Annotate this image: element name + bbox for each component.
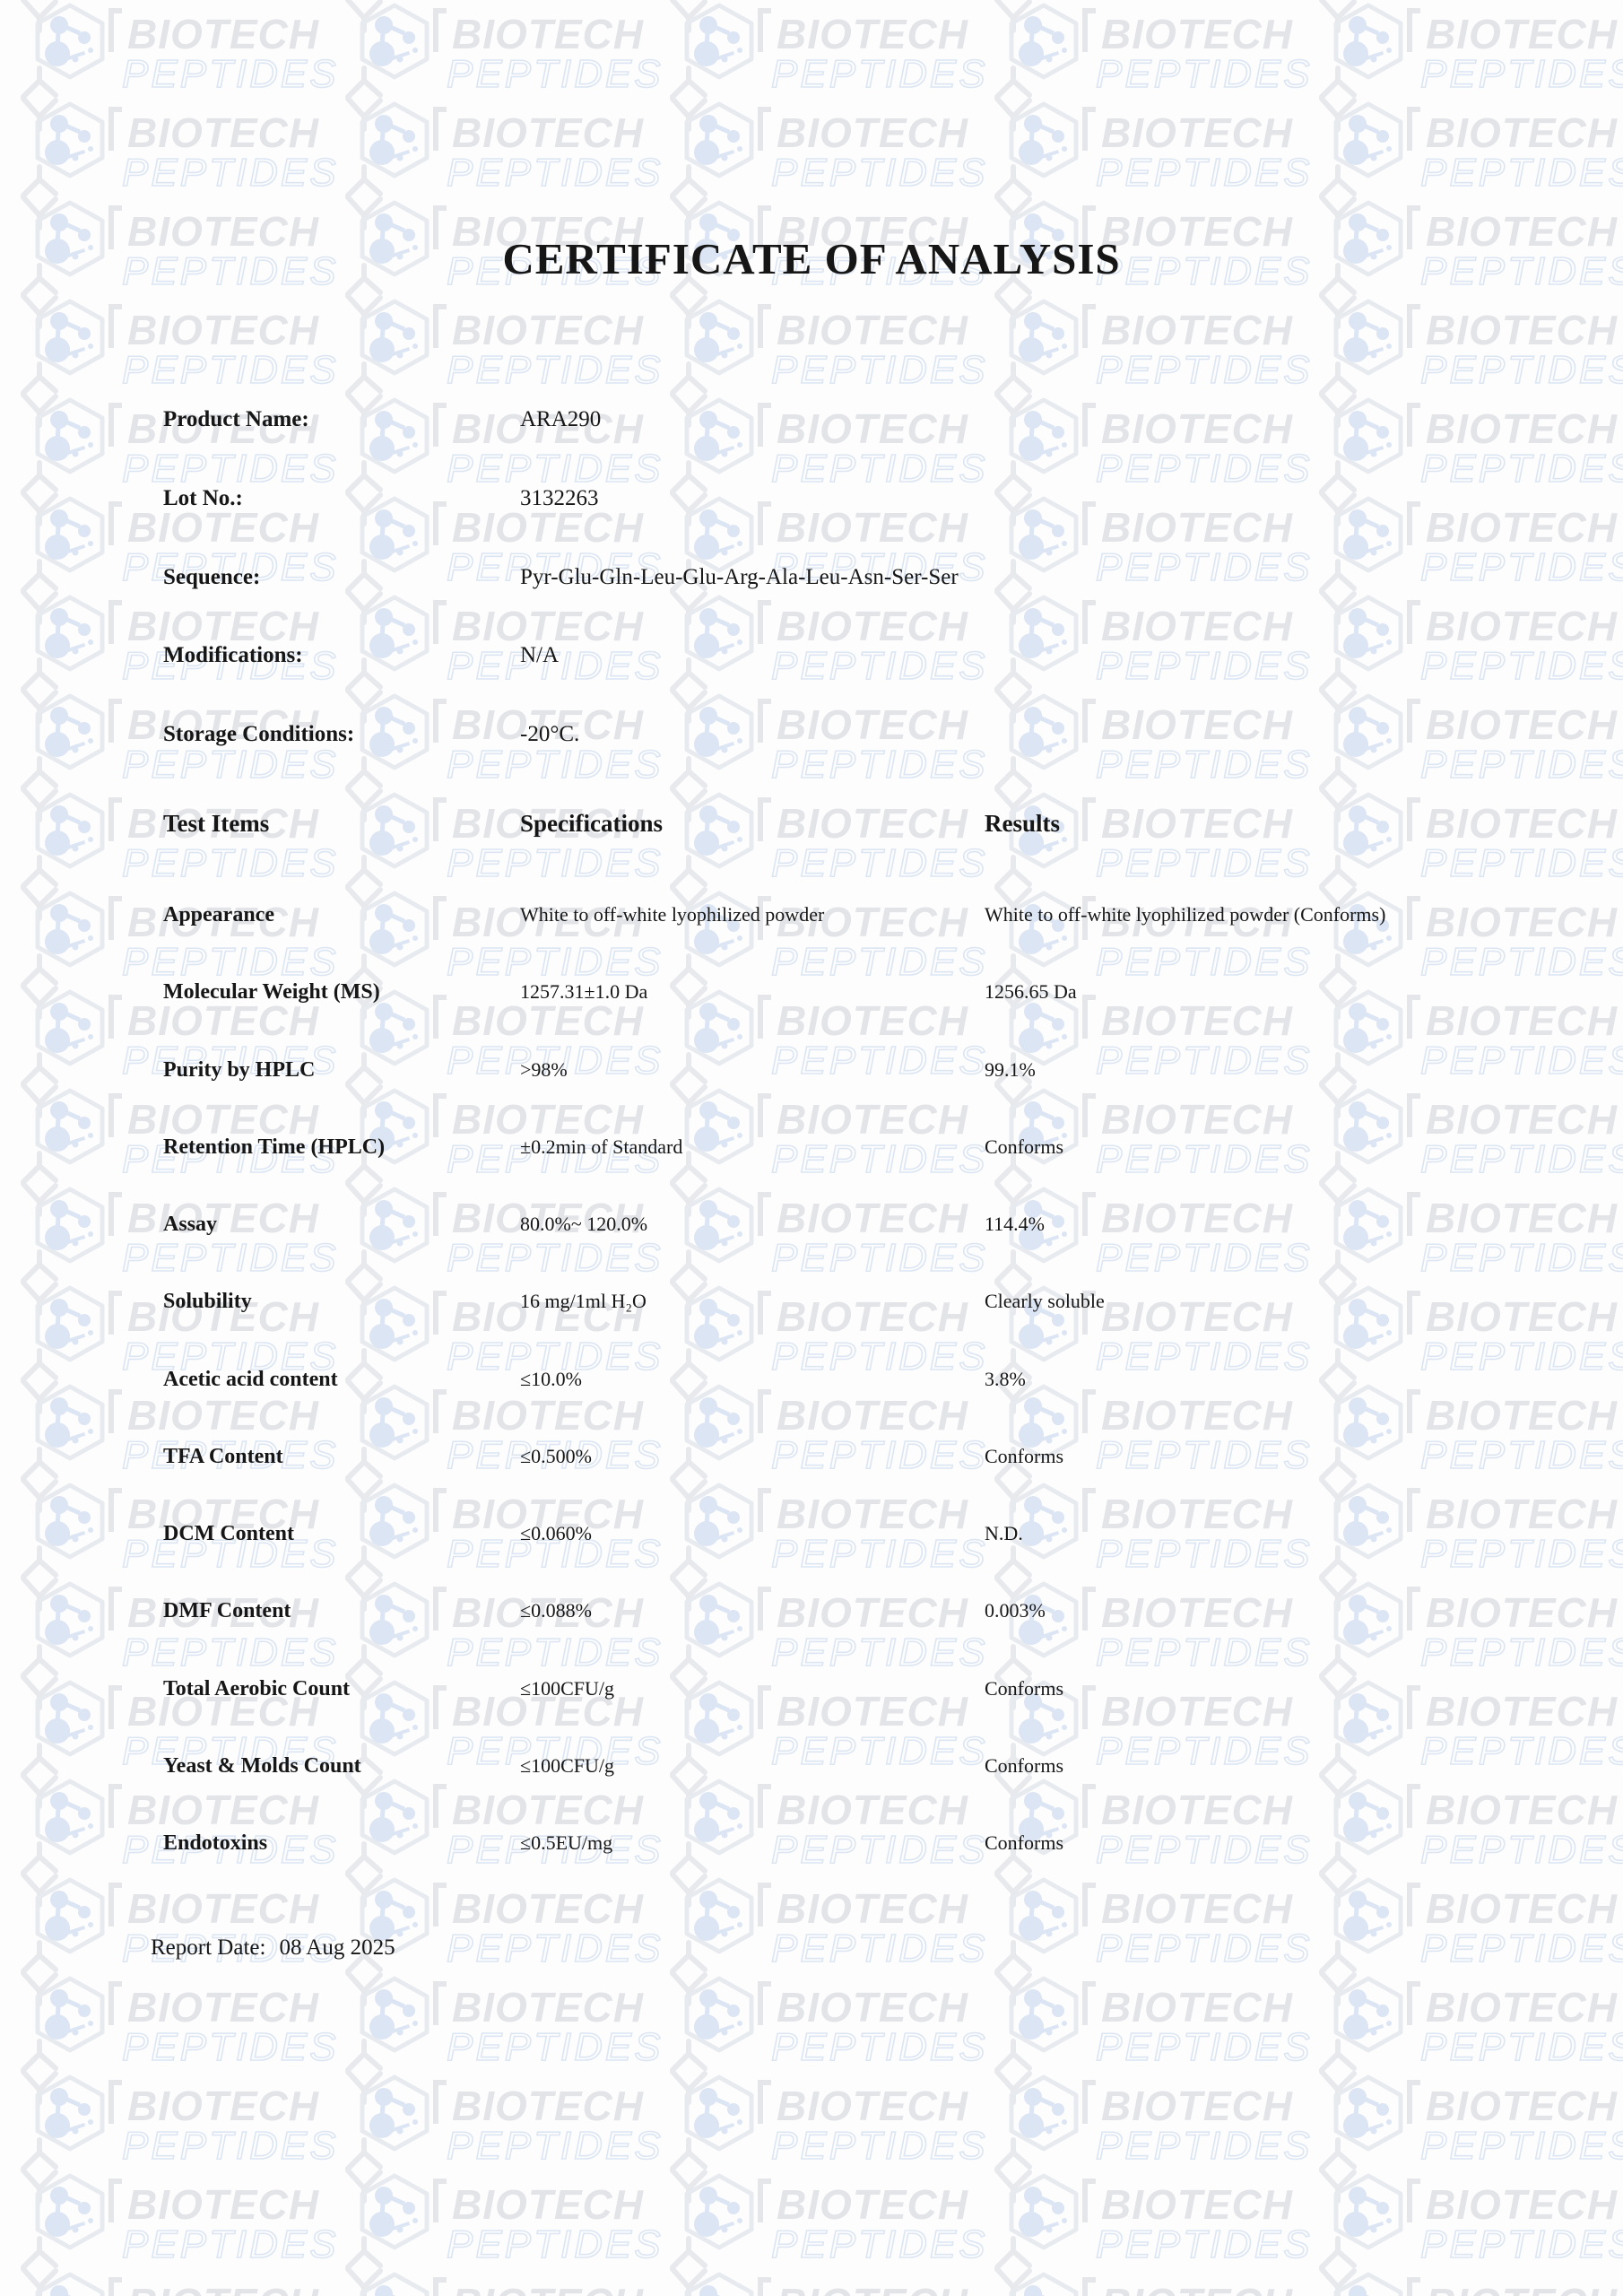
test-item-cell: Solubility <box>163 1290 252 1314</box>
info-label: Sequence: <box>163 564 261 589</box>
specification-cell: ≤100CFU/g <box>520 1676 614 1700</box>
table-row <box>0 1831 1623 1857</box>
report-date-value: 08 Aug 2025 <box>279 1935 395 1960</box>
specification-cell: ≤0.5EU/mg <box>520 1831 613 1854</box>
test-item-cell: Acetic acid content <box>163 1367 338 1391</box>
report-date-label: Report Date: <box>151 1935 266 1960</box>
specification-cell: ≤10.0% <box>520 1367 582 1390</box>
info-row <box>0 565 1623 592</box>
table-row <box>0 1754 1623 1779</box>
specification-cell: ≤0.500% <box>520 1444 592 1467</box>
test-item-cell: Retention Time (HPLC) <box>163 1135 386 1159</box>
table-row <box>0 1677 1623 1702</box>
info-label: Product Name: <box>163 407 309 431</box>
result-cell: Conforms <box>985 1831 1063 1854</box>
info-value: N/A <box>520 643 560 668</box>
info-value: 3132263 <box>520 485 599 510</box>
column-header-results: Results <box>985 810 1061 837</box>
result-cell: White to off-white lyophilized powder (Conforms) <box>985 903 1386 926</box>
test-item-cell: DMF Content <box>163 1599 291 1623</box>
result-cell: 0.003% <box>985 1599 1046 1622</box>
specification-cell: >98% <box>520 1057 568 1081</box>
document-title: CERTIFICATE OF ANALYSIS <box>502 234 1121 283</box>
table-row <box>0 1213 1623 1238</box>
column-header-specifications: Specifications <box>520 810 663 837</box>
info-row <box>0 643 1623 670</box>
test-item-cell: Appearance <box>163 903 274 926</box>
specification-cell: White to off-white lyophilized powder <box>520 903 825 926</box>
info-row <box>0 486 1623 513</box>
info-row <box>0 722 1623 749</box>
specification-cell: ±0.2min of Standard <box>520 1135 683 1158</box>
result-cell: Conforms <box>985 1444 1063 1467</box>
table-row <box>0 1058 1623 1083</box>
test-item-cell: Total Aerobic Count <box>163 1676 351 1700</box>
info-label: Storage Conditions: <box>163 722 355 746</box>
result-cell: Clearly soluble <box>985 1290 1105 1313</box>
test-item-cell: Molecular Weight (MS) <box>163 980 380 1004</box>
table-row <box>0 1522 1623 1547</box>
report-date <box>151 1935 395 1961</box>
info-value: -20°C. <box>520 722 580 746</box>
result-cell: 114.4% <box>985 1213 1046 1235</box>
result-cell: Conforms <box>985 1753 1063 1777</box>
specification-cell: ≤0.060% <box>520 1522 592 1544</box>
test-item-cell: Purity by HPLC <box>163 1057 316 1082</box>
table-row <box>0 1135 1623 1161</box>
table-row <box>0 903 1623 928</box>
result-cell: 3.8% <box>985 1367 1026 1390</box>
result-cell: Conforms <box>985 1135 1063 1158</box>
test-item-cell: Yeast & Molds Count <box>163 1753 361 1778</box>
column-header-test-items: Test Items <box>163 810 270 837</box>
info-value: Pyr-Glu-Gln-Leu-Glu-Arg-Ala-Leu-Asn-Ser-Ser <box>520 564 959 589</box>
specification-cell: 1257.31±1.0 Da <box>520 980 648 1004</box>
info-label: Lot No.: <box>163 485 243 510</box>
info-row <box>0 407 1623 434</box>
info-label: Modifications: <box>163 643 303 668</box>
table-row <box>0 1445 1623 1470</box>
info-value: ARA290 <box>520 407 602 431</box>
test-item-cell: DCM Content <box>163 1522 294 1545</box>
table-row <box>0 1290 1623 1315</box>
test-item-cell: TFA Content <box>163 1444 283 1468</box>
result-cell: Conforms <box>985 1676 1063 1700</box>
specification-cell: ≤100CFU/g <box>520 1753 614 1777</box>
specification-cell: 16 mg/1ml H₂O <box>520 1290 647 1313</box>
result-cell: 1256.65 Da <box>985 980 1077 1004</box>
result-cell: N.D. <box>985 1522 1023 1544</box>
table-row <box>0 1368 1623 1393</box>
test-item-cell: Endotoxins <box>163 1831 268 1855</box>
test-item-cell: Assay <box>163 1213 218 1236</box>
result-cell: 99.1% <box>985 1057 1036 1081</box>
specification-cell: 80.0%~ 120.0% <box>520 1213 648 1235</box>
table-row <box>0 1599 1623 1624</box>
table-row <box>0 980 1623 1005</box>
specification-cell: ≤0.088% <box>520 1599 592 1622</box>
